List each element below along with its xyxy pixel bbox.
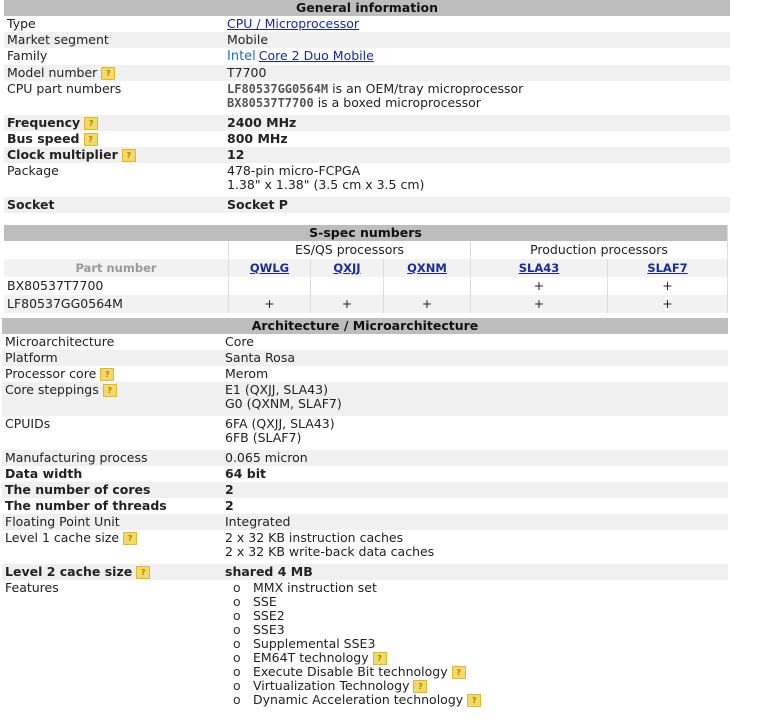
table-row xyxy=(4,277,728,295)
table-row xyxy=(4,147,730,163)
type-link[interactable]: CPU / Microprocessor xyxy=(227,16,360,31)
table-row xyxy=(4,241,728,259)
model-value: T7700 xyxy=(224,65,730,81)
processor-core-value: Merom xyxy=(222,366,728,382)
family-link[interactable]: Core 2 Duo Mobile xyxy=(258,48,374,63)
model-label: Model number xyxy=(7,65,98,80)
table-row xyxy=(2,498,728,514)
sspec-mark: + xyxy=(471,295,608,313)
feature-item: o Dynamic Acceleration technology ? xyxy=(229,693,725,707)
feature-item: o Virtualization Technology ? xyxy=(229,679,725,693)
family-label: Family xyxy=(4,48,224,65)
l2-cache-label: Level 2 cache size xyxy=(5,564,133,579)
help-icon[interactable]: ? xyxy=(413,680,427,693)
sspec-mark: + xyxy=(229,295,311,313)
table-row xyxy=(4,259,728,277)
sspec-mark xyxy=(229,277,311,295)
fpu-label: Floating Point Unit xyxy=(2,514,222,530)
part-number-text: is an OEM/tray microprocessor xyxy=(332,81,524,96)
sspec-header: S-spec numbers xyxy=(4,225,728,241)
bus-speed-value: 800 MHz xyxy=(224,131,730,147)
sspec-mark: + xyxy=(311,295,384,313)
sspec-link-qxjj[interactable]: QXJJ xyxy=(333,261,361,275)
table-row xyxy=(2,564,728,580)
sspec-mark: + xyxy=(608,295,728,313)
sspec-mark: + xyxy=(471,277,608,295)
intel-logo: Intel xyxy=(227,49,256,64)
fpu-value: Integrated xyxy=(222,514,728,530)
platform-value: Santa Rosa xyxy=(222,350,728,366)
core-steppings-label: Core steppings xyxy=(5,382,99,397)
processor-core-label: Processor core xyxy=(5,366,97,381)
package-size: 1.38" x 1.38" (3.5 cm x 3.5 cm) xyxy=(227,177,425,192)
architecture-table xyxy=(2,318,728,708)
multiplier-label: Clock multiplier xyxy=(7,147,118,162)
part-number-text: is a boxed microprocessor xyxy=(317,95,481,110)
help-icon[interactable]: ? xyxy=(123,532,137,545)
help-icon[interactable]: ? xyxy=(101,67,115,80)
l1-cache-label: Level 1 cache size xyxy=(5,530,120,545)
cpuid-line: 6FB (SLAF7) xyxy=(225,430,302,445)
sspec-link-qxnm[interactable]: QXNM xyxy=(407,261,447,275)
table-row xyxy=(4,295,728,313)
table-row xyxy=(4,16,730,32)
threads-value: 2 xyxy=(222,498,728,514)
sspec-mark: + xyxy=(384,295,471,313)
part-number-header: Part number xyxy=(4,259,229,277)
segment-value: Mobile xyxy=(224,32,730,48)
sspec-mark: + xyxy=(608,277,728,295)
table-row xyxy=(2,334,728,350)
cpuid-line: 6FA (QXJJ, SLA43) xyxy=(225,416,335,431)
table-row xyxy=(4,65,730,81)
sspec-mark xyxy=(384,277,471,295)
cores-label: The number of cores xyxy=(2,482,222,498)
stepping-line: G0 (QXNM, SLAF7) xyxy=(225,396,342,411)
cpuid-label: CPUIDs xyxy=(2,416,222,450)
table-row xyxy=(2,366,728,382)
stepping-line: E1 (QXJJ, SLA43) xyxy=(225,382,328,397)
partnums-label: CPU part numbers xyxy=(4,81,224,115)
table-row xyxy=(4,131,730,147)
help-icon[interactable]: ? xyxy=(84,117,98,130)
table-row xyxy=(2,514,728,530)
help-icon[interactable]: ? xyxy=(136,566,150,579)
feature-item: o Execute Disable Bit technology ? xyxy=(229,665,725,679)
data-width-label: Data width xyxy=(2,466,222,482)
socket-label: Socket xyxy=(4,197,224,213)
table-row xyxy=(4,48,730,65)
segment-label: Market segment xyxy=(4,32,224,48)
sspec-mark xyxy=(311,277,384,295)
threads-label: The number of threads xyxy=(2,498,222,514)
architecture-header: Architecture / Microarchitecture xyxy=(2,318,728,334)
part-number-code: BX80537T7700 xyxy=(227,96,314,110)
sspec-link-qwlg[interactable]: QWLG xyxy=(249,261,290,275)
frequency-label: Frequency xyxy=(7,115,81,130)
process-value: 0.065 micron xyxy=(222,450,728,466)
help-icon[interactable]: ? xyxy=(84,133,98,146)
sspec-table xyxy=(4,225,728,313)
package-value: 478-pin micro-FCPGA xyxy=(227,163,361,178)
feature-item: o SSE xyxy=(229,595,725,609)
table-row xyxy=(4,115,730,131)
sspec-link-slaf7[interactable]: SLAF7 xyxy=(647,261,688,275)
bus-speed-label: Bus speed xyxy=(7,131,80,146)
general-info-table xyxy=(4,0,730,213)
type-label: Type xyxy=(4,16,224,32)
feature-item: o Supplemental SSE3 xyxy=(229,637,725,651)
feature-item: o EM64T technology ? xyxy=(229,651,725,665)
socket-value: Socket P xyxy=(224,197,730,213)
sspec-row-name: LF80537GG0564M xyxy=(4,295,229,313)
table-row xyxy=(4,197,730,213)
package-label: Package xyxy=(4,163,224,197)
table-row xyxy=(2,450,728,466)
l2-cache-value: shared 4 MB xyxy=(222,564,728,580)
table-row xyxy=(4,81,730,115)
help-icon[interactable]: ? xyxy=(100,368,114,381)
features-label: Features xyxy=(2,580,222,708)
feature-item: o MMX instruction set xyxy=(229,581,725,595)
table-row xyxy=(2,482,728,498)
table-row xyxy=(2,350,728,366)
table-row xyxy=(4,32,730,48)
help-icon[interactable]: ? xyxy=(103,384,117,397)
help-icon[interactable]: ? xyxy=(467,694,481,707)
microarch-value: Core xyxy=(222,334,728,350)
l1-cache-line: 2 x 32 KB instruction caches xyxy=(225,530,404,545)
table-row xyxy=(2,580,728,708)
process-label: Manufacturing process xyxy=(2,450,222,466)
help-icon[interactable]: ? xyxy=(452,666,466,679)
help-icon[interactable]: ? xyxy=(122,149,136,162)
platform-label: Platform xyxy=(2,350,222,366)
help-icon[interactable]: ? xyxy=(373,652,387,665)
cores-value: 2 xyxy=(222,482,728,498)
multiplier-value: 12 xyxy=(224,147,730,163)
table-row xyxy=(2,416,728,450)
features-list xyxy=(225,581,725,707)
table-row xyxy=(2,530,728,564)
feature-item: o SSE2 xyxy=(229,609,725,623)
production-group-label: Production processors xyxy=(471,241,728,259)
table-row xyxy=(2,382,728,416)
general-info-header: General information xyxy=(4,0,730,16)
sspec-link-sla43[interactable]: SLA43 xyxy=(518,261,560,275)
microarch-label: Microarchitecture xyxy=(2,334,222,350)
l1-cache-line: 2 x 32 KB write-back data caches xyxy=(225,544,435,559)
frequency-value: 2400 MHz xyxy=(224,115,730,131)
table-row xyxy=(2,466,728,482)
table-row xyxy=(4,163,730,197)
part-number-code: LF80537GG0564M xyxy=(227,82,329,96)
data-width-value: 64 bit xyxy=(222,466,728,482)
es-qs-group-label: ES/QS processors xyxy=(229,241,471,259)
sspec-row-name: BX80537T7700 xyxy=(4,277,229,295)
feature-item: o SSE3 xyxy=(229,623,725,637)
